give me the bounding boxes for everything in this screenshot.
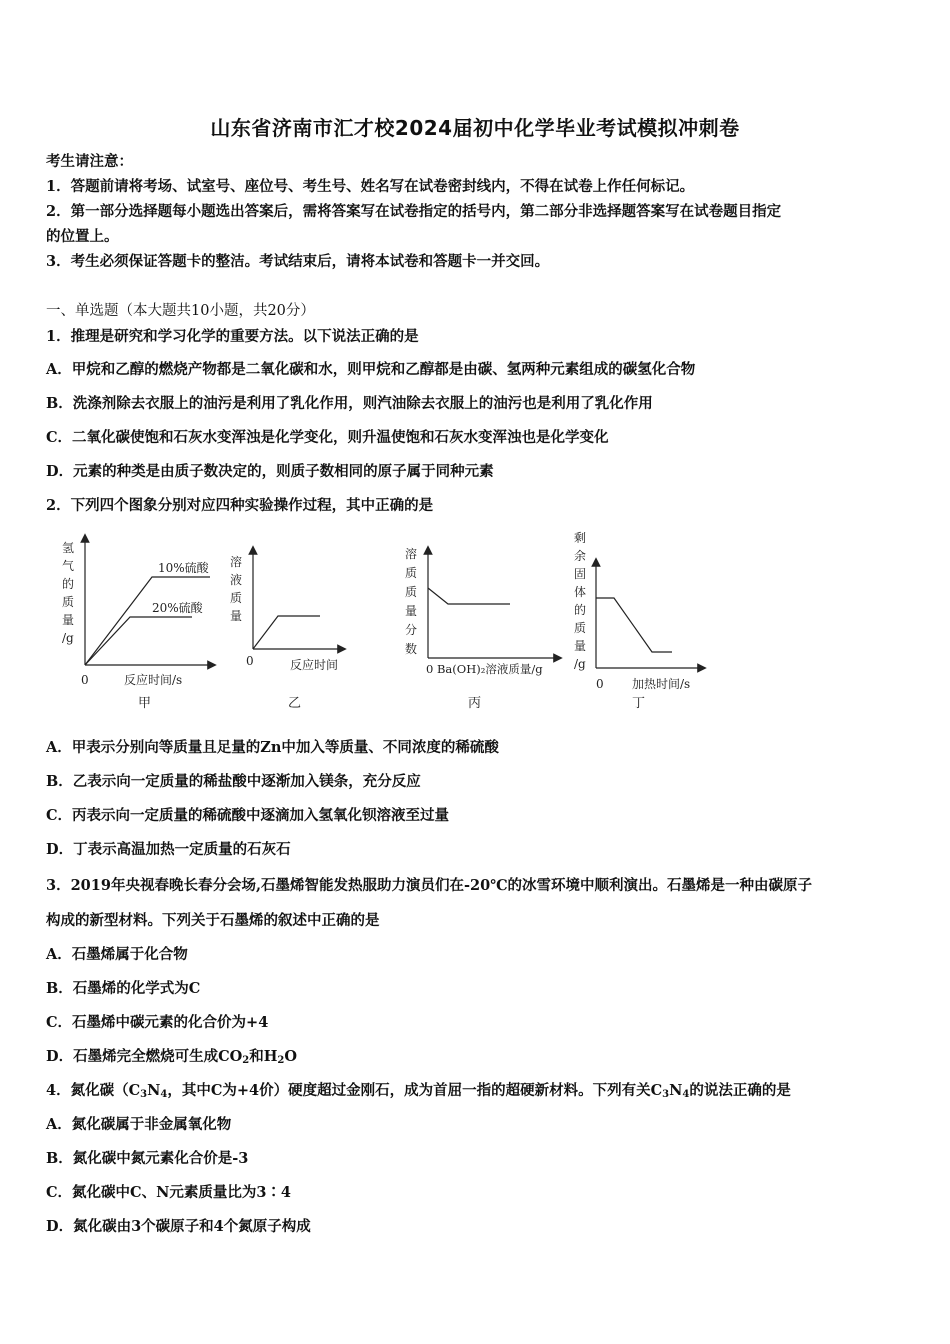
jia-ylabel-4: 量 bbox=[62, 613, 75, 627]
ding-ylabel-3: 体 bbox=[574, 585, 587, 599]
q3-option-b: B．石墨烯的化学式为C bbox=[46, 980, 201, 997]
jia-series-10 bbox=[85, 577, 210, 665]
jia-series2-label: 20%硫酸 bbox=[152, 601, 203, 615]
notice-heading: 考生请注意： bbox=[46, 153, 133, 170]
bing-ylabel-2: 质 bbox=[405, 585, 418, 599]
ding-ylabel-4: 的 bbox=[574, 603, 587, 617]
q3-stem-1: 3．2019年央视春晚长春分会场,石墨烯智能发热服助力演员们在-20℃的冰雪环境中顺利演出。石墨烯是一种由碳原子 bbox=[46, 877, 813, 894]
q1-option-c: C．二氧化碳使饱和石灰水变浑浊是化学变化，则升温使饱和石灰水变浑浊也是化学变化 bbox=[46, 429, 609, 446]
yi-caption: 乙 bbox=[288, 696, 302, 711]
q3-d-post: O bbox=[284, 1048, 298, 1065]
jia-ylabel-2: 的 bbox=[62, 577, 75, 591]
ding-ylabel-1: 余 bbox=[574, 549, 587, 563]
q4-stem-p2: N bbox=[147, 1082, 161, 1099]
ding-ylabel-2: 固 bbox=[574, 567, 587, 581]
yi-origin: 0 bbox=[246, 654, 254, 668]
jia-xlabel: 反应时间/s bbox=[124, 673, 183, 687]
q2-option-a: A．甲表示分别向等质量且足量的Zn中加入等质量、不同浓度的稀硫酸 bbox=[46, 739, 499, 756]
ding-origin: 0 bbox=[596, 677, 604, 691]
graph-yi bbox=[230, 550, 342, 711]
ding-series bbox=[596, 598, 672, 652]
ding-caption: 丁 bbox=[632, 696, 646, 711]
ding-ylabel-7: /g bbox=[574, 657, 586, 671]
q3-d-sub1: 2 bbox=[242, 1055, 250, 1066]
q4-option-a: A．氮化碳属于非金属氧化物 bbox=[46, 1116, 232, 1133]
q1-option-d: D．元素的种类是由质子数决定的，则质子数相同的原子属于同种元素 bbox=[46, 463, 494, 480]
q4-stem-p1: 4．氮化碳（C bbox=[46, 1082, 141, 1099]
q4-sub-3b: 3 bbox=[662, 1089, 670, 1100]
q3-stem-2: 构成的新型材料。下列关于石墨烯的叙述中正确的是 bbox=[46, 912, 380, 929]
q4-stem-p4: N bbox=[669, 1082, 683, 1099]
notice-item-2-cont: 的位置上。 bbox=[46, 228, 119, 245]
bing-ylabel-1: 质 bbox=[405, 566, 418, 580]
q3-option-c: C．石墨烯中碳元素的化合价为+4 bbox=[46, 1014, 269, 1031]
section-heading: 一、单选题（本大题共10小题，共20分） bbox=[46, 303, 315, 319]
bing-ylabel-3: 量 bbox=[405, 604, 418, 618]
yi-ylabel-2: 质 bbox=[230, 591, 243, 605]
jia-caption: 甲 bbox=[138, 696, 152, 711]
q3-d-sub2: 2 bbox=[277, 1055, 285, 1066]
jia-ylabel-0: 氢 bbox=[62, 541, 75, 555]
q4-sub-4b: 4 bbox=[682, 1089, 690, 1100]
q3-d-mid: 和H bbox=[249, 1048, 278, 1065]
q2-graphs bbox=[40, 522, 740, 718]
ding-xlabel: 加热时间/s bbox=[632, 677, 691, 691]
q2-option-b: B．乙表示向一定质量的稀盐酸中逐渐加入镁条，充分反应 bbox=[46, 773, 421, 790]
jia-series-20 bbox=[85, 617, 192, 665]
graph-bing bbox=[405, 546, 558, 711]
q3-d-pre: D．石墨烯完全燃烧可生成CO bbox=[46, 1048, 243, 1065]
page-title: 山东省济南市汇才校2024届初中化学毕业考试模拟冲刺卷 bbox=[210, 116, 740, 140]
q4-stem bbox=[46, 1081, 916, 1101]
jia-ylabel-3: 质 bbox=[62, 595, 75, 609]
graph-jia bbox=[62, 538, 212, 711]
q4-sub-4: 4 bbox=[160, 1089, 168, 1100]
ding-ylabel-5: 质 bbox=[574, 621, 587, 635]
yi-series bbox=[253, 616, 320, 649]
yi-ylabel-1: 液 bbox=[230, 573, 243, 587]
q2-stem: 2．下列四个图象分别对应四种实验操作过程，其中正确的是 bbox=[46, 497, 434, 514]
notice-item-1: 1．答题前请将考场、试室号、座位号、考生号、姓名写在试卷密封线内，不得在试卷上作任何标记。 bbox=[46, 178, 695, 195]
yi-ylabel-0: 溶 bbox=[230, 555, 243, 569]
ding-ylabel-6: 量 bbox=[574, 639, 587, 653]
jia-ylabel-5: /g bbox=[62, 631, 74, 645]
q1-stem: 1．推理是研究和学习化学的重要方法。以下说法正确的是 bbox=[46, 328, 419, 345]
bing-ylabel-0: 溶 bbox=[405, 547, 418, 561]
notice-item-2: 2．第一部分选择题每小题选出答案后，需将答案写在试卷指定的括号内，第二部分非选择题答案写在试卷题目指定 bbox=[46, 203, 782, 220]
q4-option-c: C．氮化碳中C、N元素质量比为3∶4 bbox=[46, 1184, 292, 1201]
q4-stem-p5: 的说法正确的是 bbox=[689, 1082, 791, 1099]
q3-option-a: A．石墨烯属于化合物 bbox=[46, 946, 188, 963]
q4-sub-3: 3 bbox=[140, 1089, 148, 1100]
q4-stem-p3: ，其中C为+4价）硬度超过金刚石，成为首屈一指的超硬新材料。下列有关C bbox=[167, 1082, 663, 1099]
ding-ylabel-0: 剩 bbox=[574, 531, 587, 545]
jia-ylabel-1: 气 bbox=[62, 559, 75, 573]
yi-ylabel-3: 量 bbox=[230, 609, 243, 623]
bing-caption: 丙 bbox=[468, 696, 482, 711]
q4-option-d: D．氮化碳由3个碳原子和4个氮原子构成 bbox=[46, 1218, 311, 1235]
bing-ylabel-4: 分 bbox=[405, 623, 418, 637]
jia-origin: 0 bbox=[81, 673, 89, 687]
q3-option-d bbox=[46, 1047, 916, 1067]
q2-option-d: D．丁表示高温加热一定质量的石灰石 bbox=[46, 841, 291, 858]
bing-series bbox=[428, 588, 510, 604]
jia-series1-label: 10%硫酸 bbox=[158, 561, 209, 575]
yi-xlabel: 反应时间 bbox=[290, 658, 339, 672]
q4-option-b: B．氮化碳中氮元素化合价是-3 bbox=[46, 1150, 249, 1167]
notice-item-3: 3．考生必须保证答题卡的整洁。考试结束后，请将本试卷和答题卡一并交回。 bbox=[46, 253, 550, 270]
bing-ylabel-5: 数 bbox=[405, 642, 418, 656]
q1-option-b: B．洗涤剂除去衣服上的油污是利用了乳化作用，则汽油除去衣服上的油污也是利用了乳化作用 bbox=[46, 395, 653, 412]
q1-option-a: A．甲烷和乙醇的燃烧产物都是二氧化碳和水，则甲烷和乙醇都是由碳、氢两种元素组成的碳氢化合物 bbox=[46, 361, 696, 378]
graph-ding bbox=[574, 531, 702, 711]
bing-xlabel: 0 Ba(OH)₂溶液质量/g bbox=[426, 662, 543, 676]
q2-option-c: C．丙表示向一定质量的稀硫酸中逐滴加入氢氧化钡溶液至过量 bbox=[46, 807, 450, 824]
